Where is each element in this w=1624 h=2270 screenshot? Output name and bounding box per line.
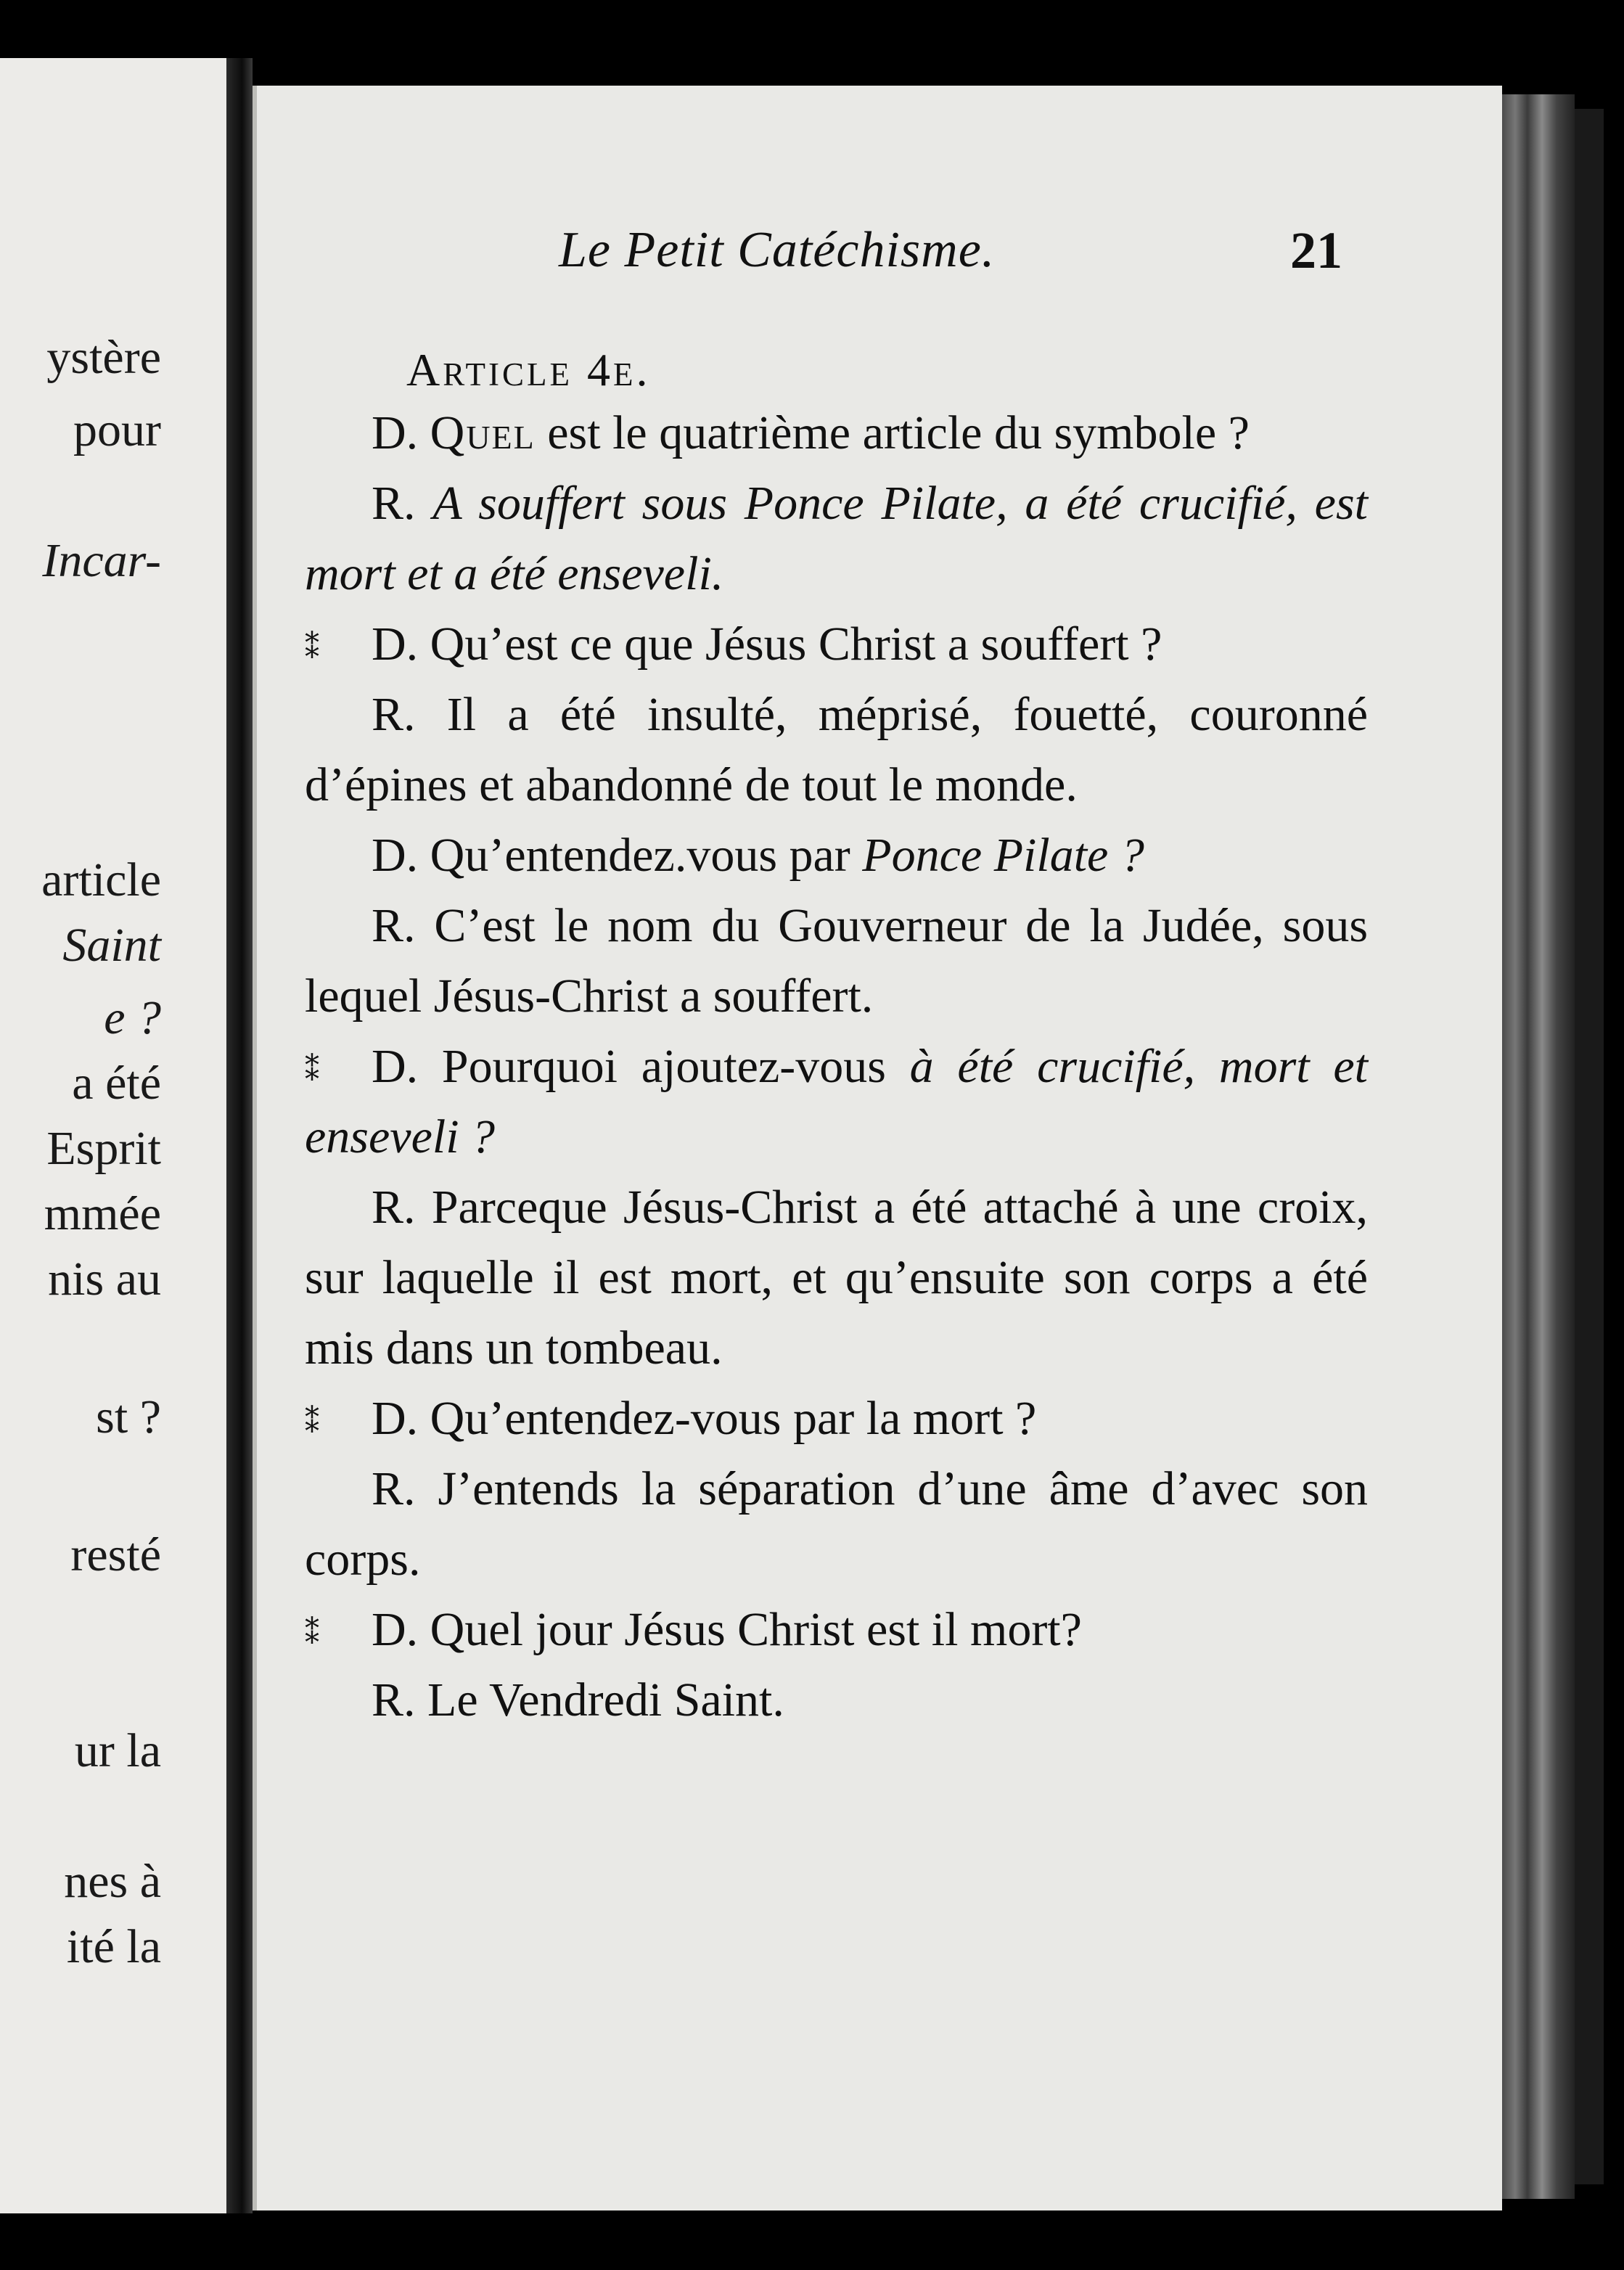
entry-italic-text: Ponce Pilate ? bbox=[862, 829, 1144, 882]
entry-italic-text: à été crucifié, mort et enseveli ? bbox=[305, 1040, 1368, 1163]
entry-text: Qu’entendez.vous par bbox=[430, 829, 863, 882]
entry-marker: D. bbox=[372, 406, 419, 459]
question-entry bbox=[305, 1383, 1368, 1454]
entry-text: Qu’entendez-vous par la mort ? bbox=[430, 1392, 1037, 1445]
book-cover-edge bbox=[1575, 109, 1604, 2184]
entry-text: Il a été insulté, méprisé, fouetté, couronné d’épines et abandonné de tout le monde. bbox=[305, 688, 1368, 811]
entry-text: C’est le nom du Gouverneur de la Judée, sous lequel Jésus-Christ a souffert. bbox=[305, 899, 1369, 1023]
answer-entry bbox=[305, 1172, 1368, 1383]
asterism-icon: ⁑ bbox=[305, 1054, 319, 1087]
entry-marker: D. bbox=[372, 1040, 419, 1093]
entry-marker: D. bbox=[372, 829, 419, 882]
answer-entry bbox=[305, 468, 1368, 609]
page-number: 21 bbox=[1290, 221, 1342, 279]
page-header bbox=[305, 218, 1350, 283]
asterism-icon: ⁑ bbox=[305, 631, 319, 665]
entry-marker: R. bbox=[372, 1673, 416, 1726]
left-page-fragment: nis au bbox=[48, 1253, 161, 1306]
question-entry bbox=[305, 609, 1368, 679]
question-entry bbox=[305, 1594, 1368, 1665]
left-page-fragment: resté bbox=[70, 1528, 161, 1581]
left-facing-page bbox=[0, 58, 226, 2213]
left-page-fragment: nes à bbox=[64, 1855, 161, 1908]
entry-marker: D. bbox=[372, 1603, 419, 1656]
asterism-icon: ⁑ bbox=[305, 1617, 319, 1650]
question-entry bbox=[305, 1031, 1368, 1172]
left-page-fragment: ur la bbox=[74, 1724, 161, 1777]
lead-word: Quel bbox=[430, 406, 536, 459]
answer-entry bbox=[305, 890, 1368, 1031]
entry-marker: R. bbox=[372, 899, 416, 952]
entry-marker: R. bbox=[372, 1181, 416, 1234]
entry-text: est le quatrième article du symbole ? bbox=[535, 406, 1250, 459]
left-page-fragment: ité la bbox=[66, 1920, 161, 1973]
left-page-fragment: mmée bbox=[44, 1187, 161, 1240]
entry-text: Qu’est ce que Jésus Christ a souffert ? bbox=[430, 618, 1162, 671]
entry-marker: R. bbox=[372, 688, 416, 741]
answer-entry bbox=[305, 679, 1368, 820]
left-page-fragment: ystère bbox=[46, 331, 161, 384]
answer-entry bbox=[305, 1454, 1368, 1594]
article-heading: Article 4e. bbox=[406, 344, 651, 396]
entry-text: Parceque Jésus-Christ a été attaché à une croix, sur laquelle il est mort, et qu’ensuite son corps a été mis dans un tombeau. bbox=[305, 1181, 1369, 1374]
entry-marker: D. bbox=[372, 618, 419, 671]
page-edges bbox=[1502, 94, 1575, 2199]
left-page-fragment: st ? bbox=[96, 1390, 161, 1443]
left-page-fragment: article bbox=[41, 853, 161, 906]
entry-text: Pourquoi ajoutez-vous bbox=[441, 1040, 910, 1093]
question-entry bbox=[305, 398, 1368, 468]
left-page-fragment: Saint bbox=[62, 919, 161, 972]
book-gutter bbox=[226, 58, 253, 2213]
left-page-fragment: a été bbox=[72, 1057, 161, 1110]
entry-italic-text: A souffert sous Ponce Pilate, a été crucifié, est mort et a été enseveli. bbox=[305, 477, 1368, 600]
asterism-icon: ⁑ bbox=[305, 1406, 319, 1439]
answer-entry bbox=[305, 1665, 1368, 1735]
left-page-fragment: Incar- bbox=[42, 534, 161, 587]
entry-text: Quel jour Jésus Christ est il mort? bbox=[430, 1603, 1082, 1656]
entry-marker: D. bbox=[372, 1392, 419, 1445]
left-page-fragment: pour bbox=[73, 403, 161, 456]
question-entry bbox=[305, 820, 1368, 890]
running-title: Le Petit Catéchisme. bbox=[559, 222, 996, 278]
left-page-fragment: e ? bbox=[104, 991, 161, 1044]
entry-marker: R. bbox=[372, 477, 416, 530]
entry-marker: R. bbox=[372, 1462, 416, 1515]
entry-text: Le Vendredi Saint. bbox=[427, 1673, 784, 1726]
catechism-text bbox=[305, 398, 1368, 1735]
left-page-fragment: Esprit bbox=[46, 1122, 161, 1175]
entry-text: J’entends la séparation d’une âme d’avec son corps. bbox=[305, 1462, 1369, 1586]
